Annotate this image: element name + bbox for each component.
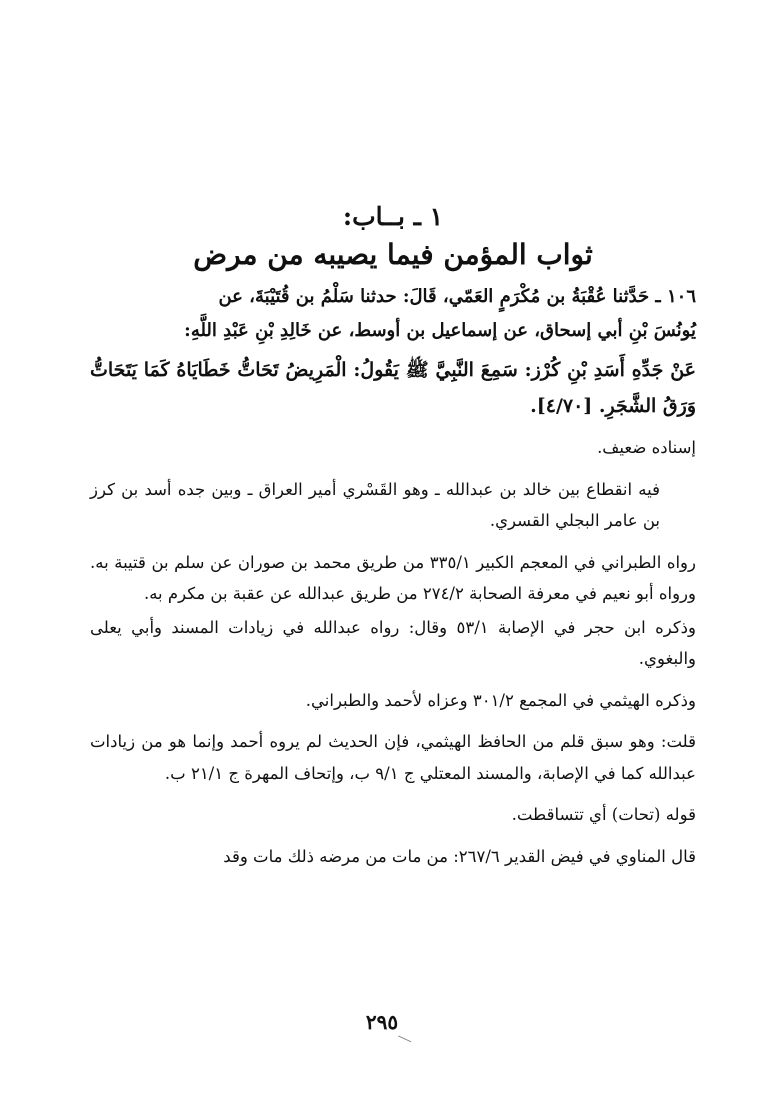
commentary-paragraph: فيه انقطاع بين خالد بن عبدالله ـ وهو القَسْري أمير العراق ـ وبين جده أسد بن كرز بن عامر البجلي القسري. [90,479,660,530]
chapter-title: ثواب المؤمن فيما يصيبه من مرض [193,238,593,271]
commentary-paragraph: وذكره الهيثمي في المجمع ٣٠١/٢ وعزاه لأحمد والطبراني. [305,690,696,710]
hadith-matn: عَنْ جَدِّهِ أَسَدِ بْنِ كُرْز: سَمِعَ النَّبِيَّ ﷺ يَقُولُ: الْمَرِيضُ تَحَاتُّ خَطَايَاهُ كَمَا يَتَحَاتُّ وَرَقُ الشَّجَرِ. [٤/٧٠]. [90,359,696,417]
page-number: ٢٩٥ [365,1010,399,1034]
page-mark [395,1035,411,1049]
commentary-paragraph: قلت: وهو سبق قلم من الحافظ الهيثمي، فإن الحديث لم يروه أحمد وإنما هو من زيادات عبدالله كما في الإصابة، والمسند المعتلي ج ٩/١ ب، وإتحاف المهرة ج ٢١/١ ب. [90,732,696,783]
hadith-isnad-line-2: يُونُسَ بْنِ أبي إسحاق، عن إسماعيل بن أوسط، عن خَالِدِ بْنِ عَبْدِ اللَّهِ: [184,320,696,341]
chapter-heading: ١ ـ بــاب: [342,202,444,231]
hadith-isnad-line-1: ١٠٦ ـ حَدَّثنا عُقْبَةُ بن مُكْرَمٍ العَمّي، قَالَ: حدثنا سَلْمُ بن قُتَيْبَةَ، عن [218,286,696,307]
page-body [90,200,696,874]
commentary-paragraph: وذكره ابن حجر في الإصابة ٥٣/١ وقال: رواه عبدالله في زيادات المسند وأبي يعلى والبغوي. [90,617,696,668]
commentary-grading: إسناده ضعيف. [597,438,696,457]
commentary-paragraph: قوله (تحات) أي تتساقطت. [511,805,696,824]
commentary-paragraph: قال المناوي في فيض القدير ٢٦٧/٦: من مات من مرضه ذلك مات وقد [223,846,696,866]
commentary-paragraph: رواه الطبراني في المعجم الكبير ٣٣٥/١ من طريق محمد بن صوران عن سلم بن قتيبة به. ورواه أبو نعيم في معرفة الصحابة ٢٧٤/٢ من طريق عبدالله عن عقبة بن مكرم به. [90,552,696,603]
